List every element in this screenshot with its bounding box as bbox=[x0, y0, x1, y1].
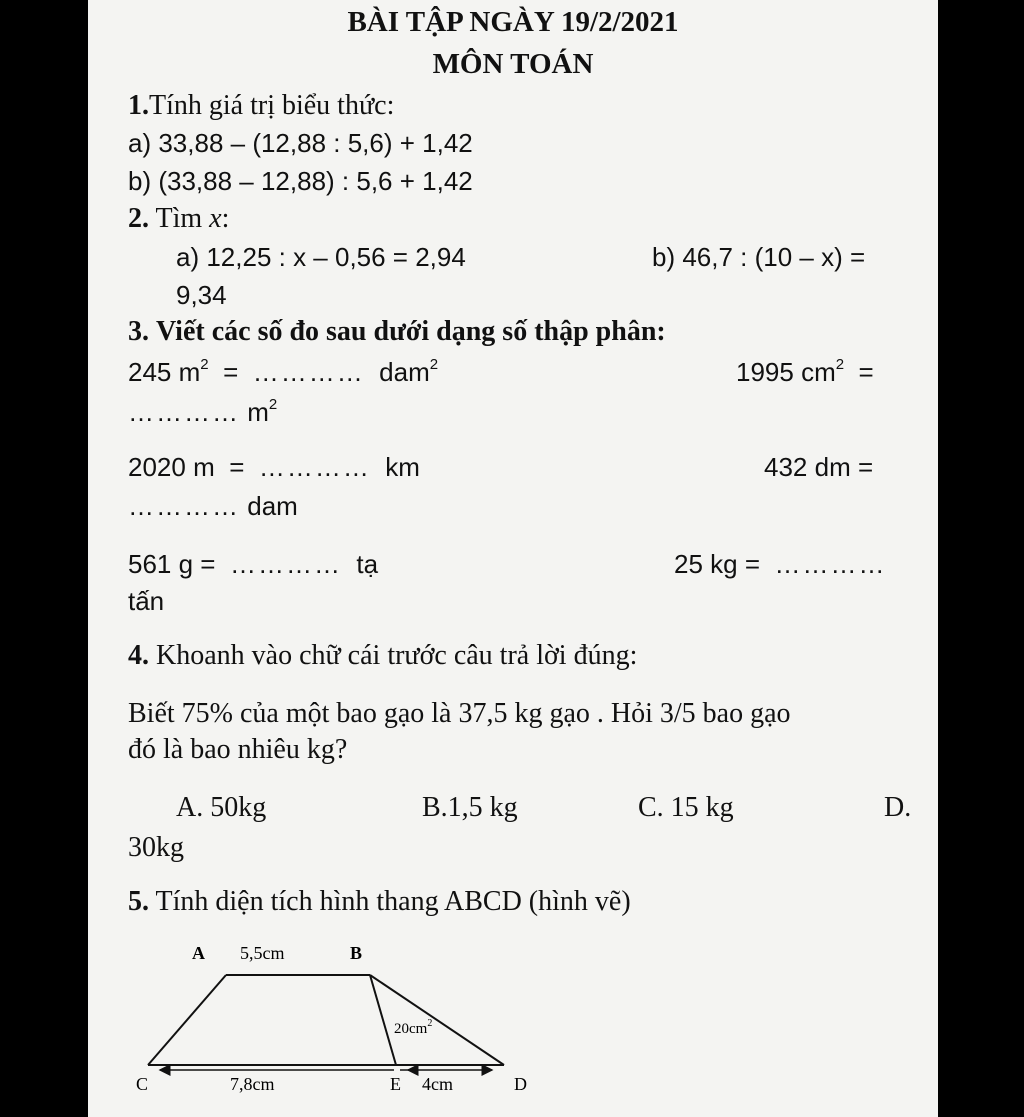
q3-row2-left bbox=[128, 452, 420, 483]
q1-number: 1. bbox=[128, 90, 149, 121]
q2-part-b-cont: 9,34 bbox=[176, 280, 227, 310]
ed-length-label: 4cm bbox=[422, 1074, 453, 1094]
worksheet-title: BÀI TẬP NGÀY 19/2/2021 bbox=[347, 6, 679, 38]
q2-heading bbox=[128, 203, 229, 235]
q1-heading bbox=[128, 90, 394, 122]
point-e-label: E bbox=[390, 1074, 401, 1094]
vertex-a-label: A bbox=[192, 943, 205, 963]
q5-heading bbox=[128, 886, 631, 918]
q3-r1-cont-unit: m bbox=[247, 397, 269, 427]
vertex-d-label: D bbox=[514, 1074, 527, 1094]
q3-heading bbox=[128, 316, 666, 348]
q5-text: Tính diện tích hình thang ABCD (hình vẽ) bbox=[155, 886, 631, 917]
q1-part-a: a) 33,88 – (12,88 : 5,6) + 1,42 bbox=[128, 128, 473, 158]
sup-2: 2 bbox=[200, 356, 209, 373]
q5-number: 5. bbox=[128, 886, 149, 917]
q3-r1-cont-blank: ………… bbox=[128, 397, 240, 427]
area-label bbox=[394, 1018, 432, 1037]
q3-r2-cont-blank: ………… bbox=[128, 491, 240, 521]
sup-2: 2 bbox=[835, 356, 845, 373]
q3-row1-cont bbox=[128, 396, 277, 428]
q3-row2-cont bbox=[128, 491, 298, 522]
q3-row3-right bbox=[674, 549, 886, 580]
q2-variable: x bbox=[209, 203, 222, 234]
q3-row1-left bbox=[128, 356, 438, 388]
q3-r2-left-eq: = bbox=[229, 452, 245, 482]
q2-text: Tìm bbox=[155, 203, 210, 234]
q3-r1-left-blank: ………… bbox=[252, 357, 365, 387]
q4-number: 4. bbox=[128, 640, 149, 671]
ce-length-label: 7,8cm bbox=[230, 1074, 275, 1094]
q3-row2-right: 432 dm = bbox=[764, 452, 874, 482]
q3-r2-left-blank: ………… bbox=[258, 452, 371, 482]
top-length-label: 5,5cm bbox=[240, 943, 285, 963]
q3-row3-left bbox=[128, 549, 378, 580]
q1-part-b: b) (33,88 – 12,88) : 5,6 + 1,42 bbox=[128, 166, 473, 196]
q3-r2-left-value: 2020 m bbox=[128, 452, 215, 482]
q2-part-a: a) 12,25 : x – 0,56 = 2,94 bbox=[176, 242, 466, 272]
q3-r1-right-value: 1995 cm bbox=[736, 357, 836, 387]
q3-r1-right-eq: = bbox=[858, 357, 874, 387]
q3-r1-left-eq: = bbox=[223, 357, 239, 387]
q3-r1-left-unit: dam bbox=[379, 357, 430, 387]
edge-ac bbox=[148, 975, 226, 1065]
q3-r1-left-value: 245 m bbox=[128, 357, 201, 387]
q3-r2-cont-unit: dam bbox=[247, 491, 298, 521]
q2-part-b: b) 46,7 : (10 – x) = bbox=[652, 242, 866, 272]
q4-option-c: C. 15 kg bbox=[638, 792, 734, 823]
q4-heading bbox=[128, 640, 637, 672]
q3-row3-cont: tấn bbox=[128, 586, 165, 616]
area-value: 20cm bbox=[394, 1021, 428, 1037]
worksheet-page bbox=[88, 0, 938, 1117]
q3-r2-left-unit: km bbox=[385, 452, 420, 482]
q3-r3-left-value: 561 g = bbox=[128, 549, 216, 579]
q3-r3-left-unit: tạ bbox=[356, 549, 379, 579]
q4-option-d-cont: 30kg bbox=[128, 832, 184, 863]
sup-2: 2 bbox=[268, 396, 278, 413]
q3-row1-right bbox=[736, 356, 874, 388]
q4-option-b: B.1,5 kg bbox=[422, 792, 518, 823]
q4-problem-line2: đó là bao nhiêu kg? bbox=[128, 734, 348, 765]
q2-number: 2. bbox=[128, 203, 149, 234]
area-sup: 2 bbox=[427, 1018, 433, 1029]
q4-problem-line1: Biết 75% của một bao gạo là 37,5 kg gạo . Hỏi 3/5 bao gạo bbox=[128, 698, 791, 729]
q3-r3-right-blank: ………… bbox=[774, 549, 887, 579]
segment-be bbox=[370, 975, 396, 1065]
q4-text: Khoanh vào chữ cái trước câu trả lời đúng: bbox=[156, 640, 638, 671]
vertex-c-label: C bbox=[136, 1074, 149, 1094]
q2-colon: : bbox=[221, 203, 230, 234]
sup-2: 2 bbox=[429, 356, 439, 373]
vertex-b-label: B bbox=[350, 943, 363, 963]
q3-r3-right-value: 25 kg = bbox=[674, 549, 761, 579]
edge-bd bbox=[370, 975, 504, 1065]
trapezoid-figure bbox=[118, 935, 578, 1105]
q1-text: Tính giá trị biểu thức: bbox=[149, 90, 395, 121]
q3-text: Viết các số đo sau dưới dạng số thập phân: bbox=[156, 316, 666, 347]
subject-title: MÔN TOÁN bbox=[432, 48, 594, 80]
q3-r3-left-blank: ………… bbox=[229, 549, 342, 579]
q3-number: 3. bbox=[128, 316, 149, 347]
q4-option-a: A. 50kg bbox=[176, 792, 267, 823]
q4-option-d: D. bbox=[884, 792, 912, 823]
